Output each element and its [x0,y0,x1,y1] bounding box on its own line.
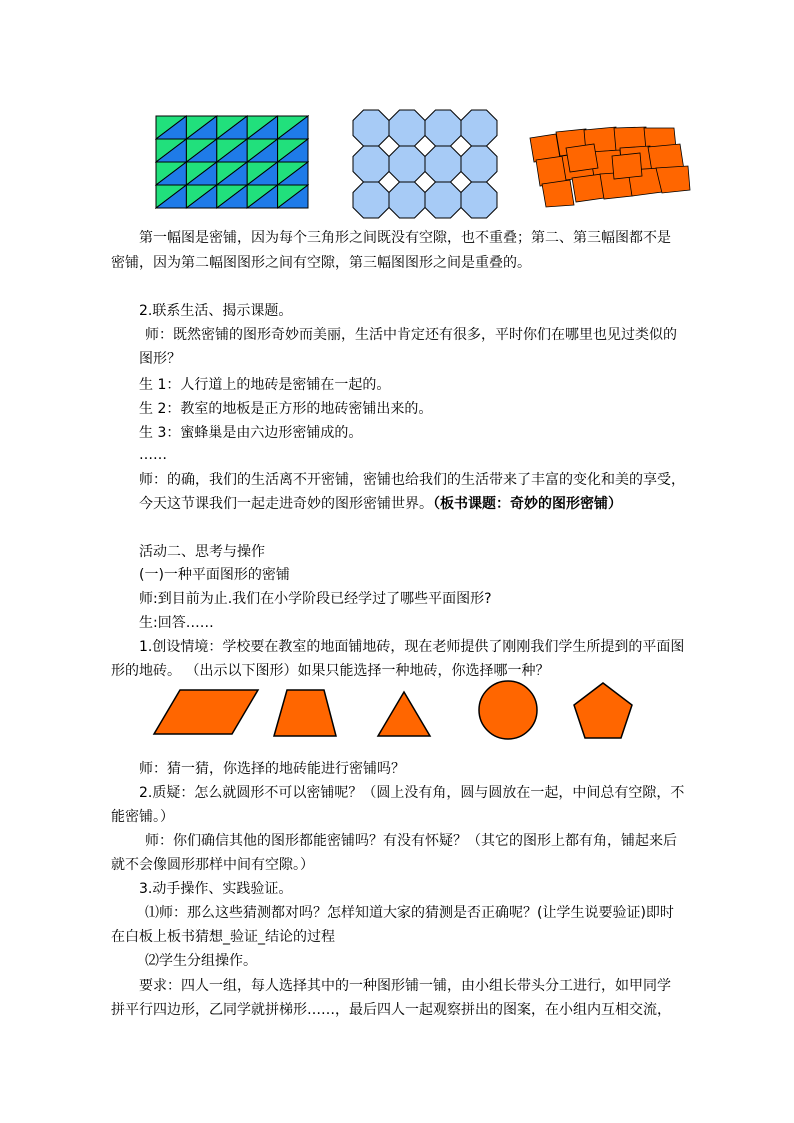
subsection-1-heading: (一)一种平面图形的密铺 [139,567,290,583]
item-2-line-b: 能密铺。） [111,809,174,825]
item-2-line-d: 就不会像圆形那样中间有空隙。） [111,857,314,873]
guess-line: 师：猜一猜，你选择的地砖能进行密铺吗？ [139,761,405,777]
octagon-tile [425,146,461,182]
octagon-tile [425,110,461,146]
teacher-line-1b: 图形？ [139,351,181,367]
octagon-tile [353,110,389,146]
item-2-line-c: 师：你们确信其他的图形都能密铺吗？有没有怀疑？（其它的图形上都有角，铺起来后 [145,833,677,849]
teacher-line-2b-text: 今天这节课我们一起走进奇妙的图形密铺世界。 [139,496,433,512]
item-2-line-a: 2.质疑：怎么就圆形不可以密铺呢？（圆上没有角，圆与圆放在一起，中间总有空隙，不 [139,785,685,801]
teacher-line-1a: 师：既然密铺的图形奇妙而美丽，生活中肯定还有很多，平时你们在哪里也见过类似的 [145,327,677,343]
teacher-line-2b [139,495,622,513]
octagon-tile [461,146,497,182]
shapes-row-figure [150,680,640,740]
explanation-line-1: 第一幅图是密铺，因为每个三角形之间既没有空隙，也不重叠；第二、第三幅图都不是 [139,230,671,246]
teacher-question: 师:到目前为止.我们在小学阶段已经学过了哪些平面图形? [139,591,492,607]
overlap-quads-figure [528,126,692,208]
orange-quad-tile [572,174,604,202]
student-3-line: 生 3：蜜蜂巢是由六边形密铺成的。 [139,425,363,441]
ellipsis-line: …… [139,447,167,463]
octagon-tile [353,146,389,182]
item-3-1-line-b: 在白板上板书猜想_验证_结论的过程 [111,929,335,945]
parallelogram-shape [154,690,258,734]
orange-quad-tile [542,180,574,207]
section-2-title: 2.联系生活、揭示课题。 [139,303,293,319]
item-3-2-line: ⑵学生分组操作。 [145,953,257,969]
octagon-tile [461,110,497,146]
pentagon-shape [574,683,632,738]
trapezoid-shape [274,690,336,736]
orange-quad-tile [612,153,642,179]
triangle-shape [378,692,430,736]
octagon-tile [389,110,425,146]
triangle-grid-figure [155,115,309,209]
octagon-tile [353,182,389,218]
octagon-tile [461,182,497,218]
student-1-line: 生 1：人行道上的地砖是密铺在一起的。 [139,377,391,393]
orange-quad-tile [566,144,598,172]
requirement-line-b: 拼平行四边形，乙同学就拼梯形……，最后四人一起观察拼出的图案，在小组内互相交流， [111,1002,671,1018]
octagon-figure [352,109,500,219]
board-title-note: （板书课题：奇妙的图形密铺） [433,496,622,512]
item-1-line-a: 1.创设情境：学校要在教室的地面铺地砖，现在老师提供了刚刚我们学生所提到的平面图 [139,639,685,655]
teacher-line-2a: 师：的确，我们的生活离不开密铺，密铺也给我们的生活带来了丰富的变化和美的享受， [139,472,685,488]
octagon-tile [389,182,425,218]
circle-shape [479,681,537,739]
item-1-line-b: 形的地砖。 （出示以下图形）如果只能选择一种地砖，你选择哪一种？ [111,663,550,679]
octagon-tile [425,182,461,218]
item-3-1-line-a: ⑴师：那么这些猜测都对吗？怎样知道大家的猜测是否正确呢？(让学生说要验证)即时 [145,905,674,921]
explanation-line-2: 密铺，因为第二幅图图形之间有空隙，第三幅图图形之间是重叠的。 [111,255,531,271]
student-answer: 生:回答…… [139,615,214,631]
requirement-line-a: 要求：四人一组，每人选择其中的一种图形铺一铺，由小组长带头分工进行，如甲同学 [139,978,671,994]
student-2-line: 生 2：教室的地板是正方形的地砖密铺出来的。 [139,401,433,417]
activity-2-heading: 活动二、思考与操作 [139,544,265,560]
octagon-tile [389,146,425,182]
item-3-heading: 3.动手操作、实践验证。 [139,881,293,897]
orange-quad-tile [656,166,690,193]
